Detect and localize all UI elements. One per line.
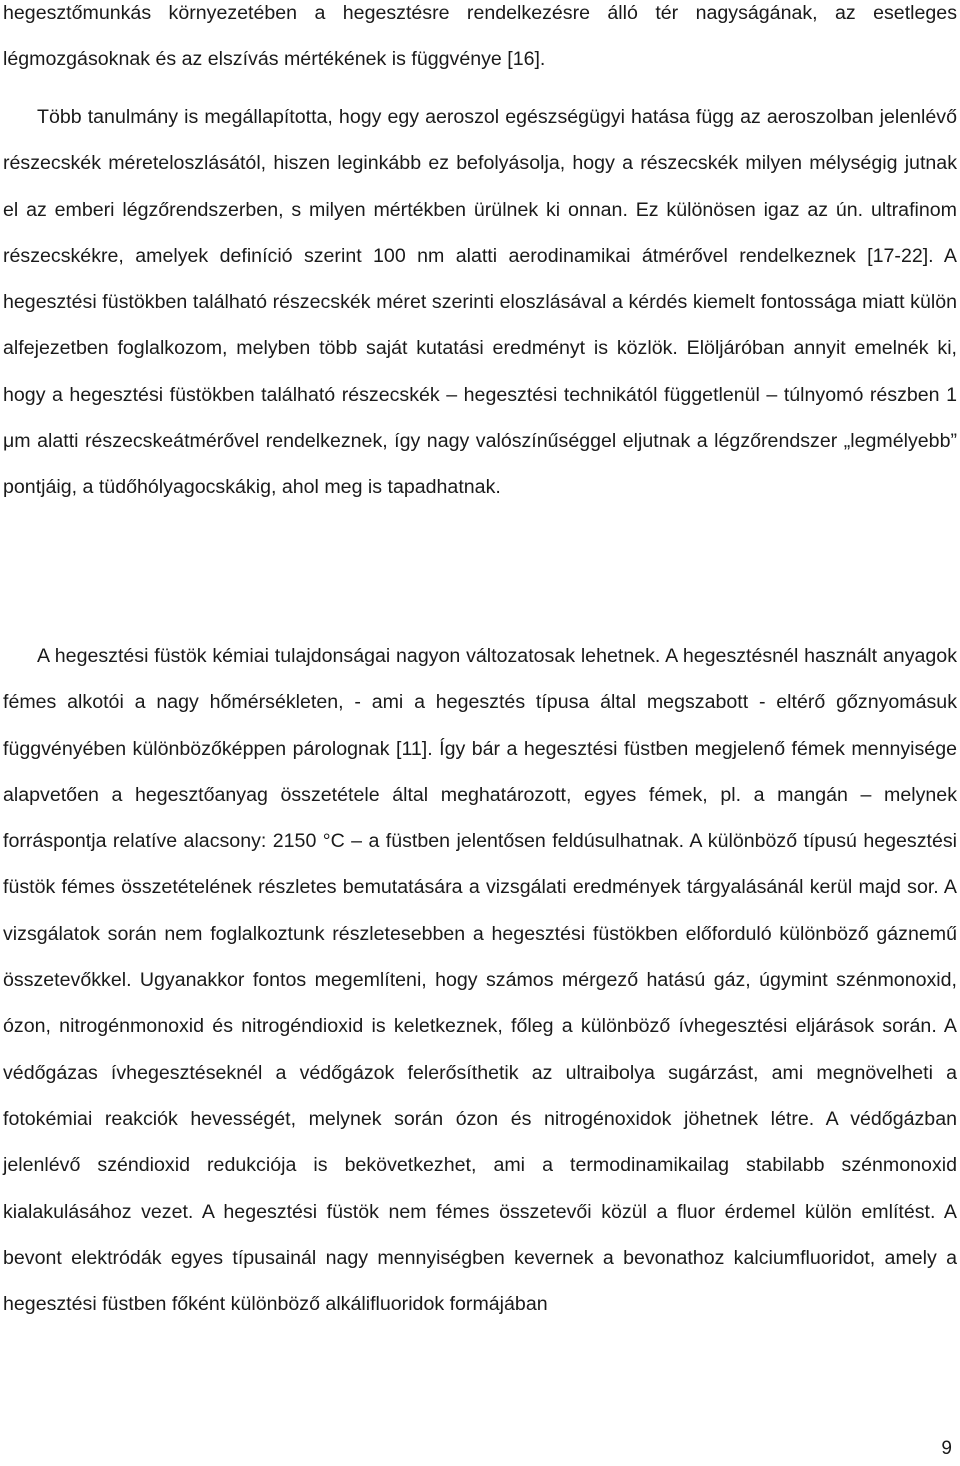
paragraph-particle-size bbox=[3, 94, 957, 511]
page-number: 9 bbox=[941, 1438, 952, 1459]
paragraph-text: hegesztőmunkás környezetében a hegesztésre rendelkezésre álló tér nagyságának, az esetleges légmozgásoknak és az elszívás mértékének is függvénye [16]. bbox=[3, 2, 957, 71]
paragraph-text: Több tanulmány is megállapította, hogy egy aeroszol egészségügyi hatása függ az aeroszolban jelenlévő részecskék méreteloszlásától, hiszen leginkább ez befolyásolja, hogy a részecskék milyen mélységig jutnak el az emberi légzőrendszerben, s milyen mértékben ürülnek ki onnan. Ez különösen igaz az ún. ultrafinom részecskékre, amelyek definíció szerint 100 nm alatti aerodinamikai átmérővel rendelkeznek [17-22]. A hegesztési füstökben található részecskék méret szerinti eloszlásával a kérdés kiemelt fontossága miatt külön alfejezetben foglalkozom, melyben több saját kutatási eredményt is közlök. Elöljáróban annyit emelnék ki, hogy a hegesztési füstökben található részecskék – hegesztési technikától függetlenül – túlnyomó részben 1 μm alatti részecskeátmérővel rendelkeznek, így nagy valószínűséggel eljutnak a légzőrendszer „legmélyebb” pontjáig, a tüdőhólyagocskákig, ahol meg is tapadhatnak. bbox=[3, 106, 957, 499]
paragraph-text: A hegesztési füstök kémiai tulajdonságai nagyon változatosak lehetnek. A hegesztésnél használt anyagok fémes alkotói a nagy hőmérsékleten, - ami a hegesztés típusa által megszabott - eltérő gőznyomásuk függvényében különbözőképpen párolognak [11]. Így bár a hegesztési füstben megjelenő fémek mennyisége alapvetően a hegesztőanyag összetétele által meghatározott, egyes fémek, pl. a mangán – melynek forráspontja relatíve alacsony: 2150 °C – a füstben jelentősen feldúsulhatnak. A különböző típusú hegesztési füstök fémes összetételének részletes bemutatására a vizsgálati eredmények tárgyalásánál kerül majd sor. A vizsgálatok során nem foglalkoztunk részletesebben a hegesztési füstökben előforduló különböző gáznemű összetevőkkel. Ugyanakkor fontos megemlíteni, hogy számos mérgező hatású gáz, úgymint szénmonoxid, ózon, nitrogénmonoxid és nitrogéndioxid is keletkeznek, főleg a különböző ívhegesztési eljárások során. A védőgázas ívhegesztéseknél a védőgázok felerősíthetik az ultraibolya sugárzást, ami megnövelheti a fotokémiai reakciók hevességét, melynek során ózon és nitrogénoxidok jöhetnek létre. A védőgázban jelenlévő széndioxid redukciója is bekövetkezhet, ami a termodinamikailag stabilabb szénmonoxid kialakulásához vezet. A hegesztési füstök nem fémes összetevői közül a fluor érdemel külön említést. A bevont elektródák egyes típusainál nagy mennyiségben kevernek a bevonathoz kalciumfluoridot, amely a hegesztési füstben főként különböző alkálifluoridok formájában bbox=[3, 645, 957, 1316]
paragraph-chemical-properties bbox=[3, 633, 957, 1327]
paragraph-continuation bbox=[3, 0, 957, 83]
